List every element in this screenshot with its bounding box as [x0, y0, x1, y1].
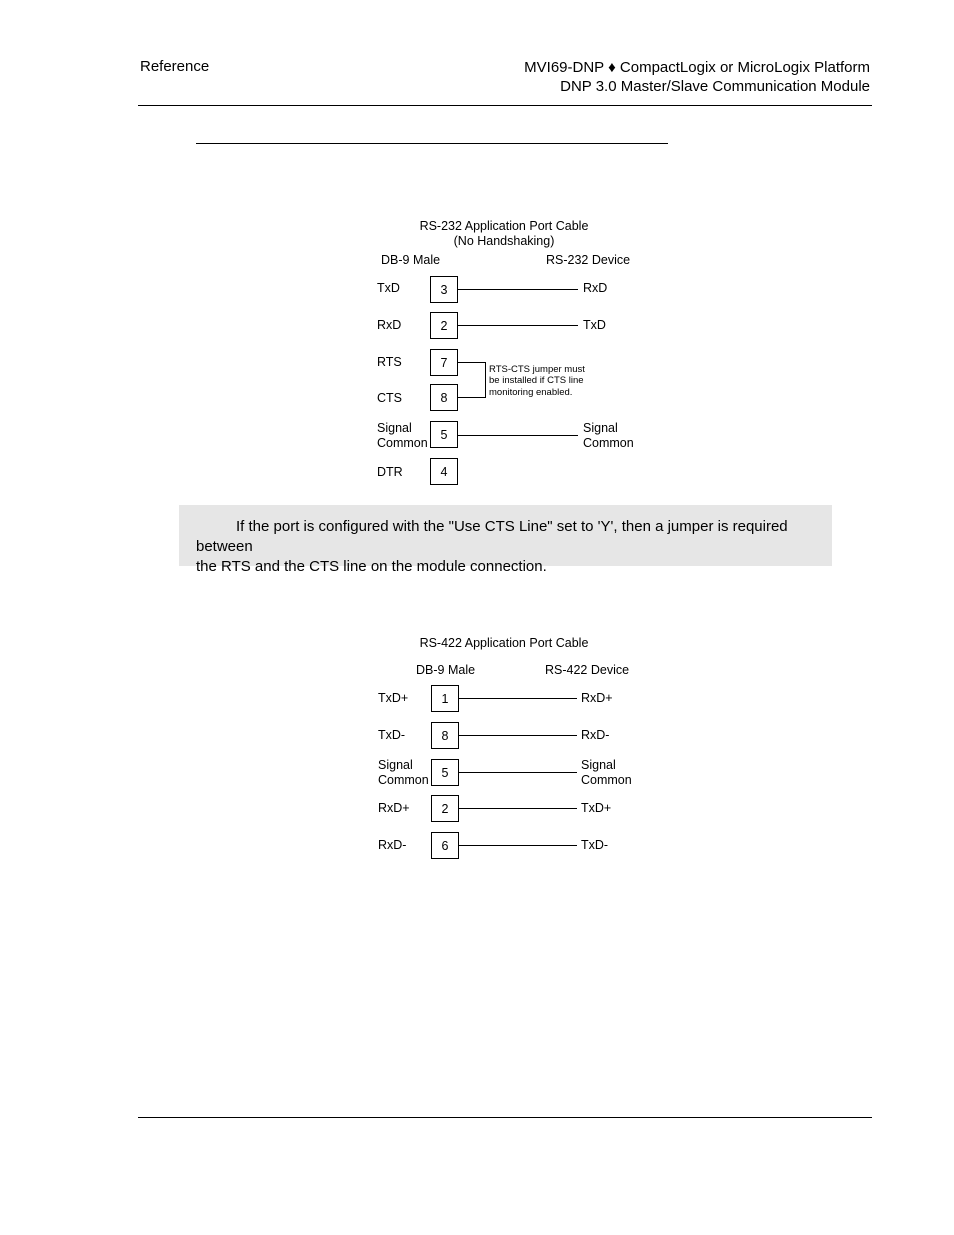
pin-number: 4: [440, 465, 448, 479]
rs232-title-line1: RS-232 Application Port Cable: [419, 219, 589, 233]
header-divider: [138, 105, 872, 106]
pin-number: 6: [441, 839, 449, 853]
rs422-cable-diagram: [370, 630, 640, 865]
rs422-title: RS-422 Application Port Cable: [419, 636, 589, 650]
pin-number: 3: [440, 283, 448, 297]
pin-number: 5: [441, 766, 449, 780]
rs232-row-label: RxD: [377, 318, 402, 332]
rs232-cable-diagram: [370, 212, 640, 492]
pin-number: 1: [441, 692, 449, 706]
rs422-row-label-line2: Common: [378, 773, 429, 787]
rs422-row-label: RxD+: [378, 801, 410, 815]
pin-number: 2: [441, 802, 449, 816]
section-underline: [196, 143, 668, 144]
rs232-row-label-line2: Common: [377, 436, 428, 450]
jumper-note-line3: monitoring enabled.: [489, 387, 573, 398]
jumper-note-line1: RTS-CTS jumper must: [489, 364, 585, 375]
header-product: [524, 58, 870, 96]
pin-number: 8: [441, 729, 449, 743]
rs232-row-right-label: RxD: [583, 281, 608, 295]
rs232-row-label: DTR: [377, 465, 403, 479]
rs422-row-label: TxD+: [378, 691, 409, 705]
rs232-row-label-line1: Signal: [377, 421, 412, 435]
rs422-row-label-line1: Signal: [378, 758, 413, 772]
note-box: [179, 505, 832, 575]
note-text-line1: If the port is configured with the "Use CTS Line" set to 'Y', then a jumper is required between: [196, 518, 788, 555]
pin-number: 2: [440, 319, 448, 333]
note-text-line2: the RTS and the CTS line on the module connection.: [196, 558, 547, 575]
rs422-row-label: RxD-: [378, 838, 407, 852]
rs232-row-label: RTS: [377, 355, 402, 369]
header-section: Reference: [140, 58, 210, 75]
rs232-left-header: DB-9 Male: [381, 253, 441, 267]
header-product-line2: DNP 3.0 Master/Slave Communication Module: [560, 78, 870, 95]
rs232-row-right-label-line1: Signal: [583, 421, 618, 435]
pin-number: 8: [440, 391, 448, 405]
rs422-row-label: TxD-: [378, 728, 406, 742]
rs422-left-header: DB-9 Male: [416, 663, 476, 677]
rs232-row-label: CTS: [377, 391, 402, 405]
header-product-line1: MVI69-DNP ♦ CompactLogix or MicroLogix Platform: [524, 59, 870, 76]
rs422-row-right-label: RxD+: [581, 691, 613, 705]
rs422-row-right-label: RxD-: [581, 728, 610, 742]
pin-number: 5: [440, 428, 448, 442]
rs232-row-right-label-line2: Common: [583, 436, 634, 450]
rs232-row-label: TxD: [377, 281, 400, 295]
rs422-row-right-label: TxD-: [581, 838, 609, 852]
rs422-right-header: RS-422 Device: [545, 663, 630, 677]
footer-divider: [138, 1117, 872, 1118]
rs232-title-line2: (No Handshaking): [453, 234, 555, 248]
pin-number: 7: [440, 356, 448, 370]
rs232-row-right-label: TxD: [583, 318, 606, 332]
rs232-right-header: RS-232 Device: [546, 253, 631, 267]
jumper-bracket: [458, 363, 486, 398]
rs422-row-right-label-line1: Signal: [581, 758, 616, 772]
rs422-row-right-label-line2: Common: [581, 773, 632, 787]
jumper-note-line2: be installed if CTS line: [489, 375, 584, 386]
rs422-row-right-label: TxD+: [581, 801, 612, 815]
